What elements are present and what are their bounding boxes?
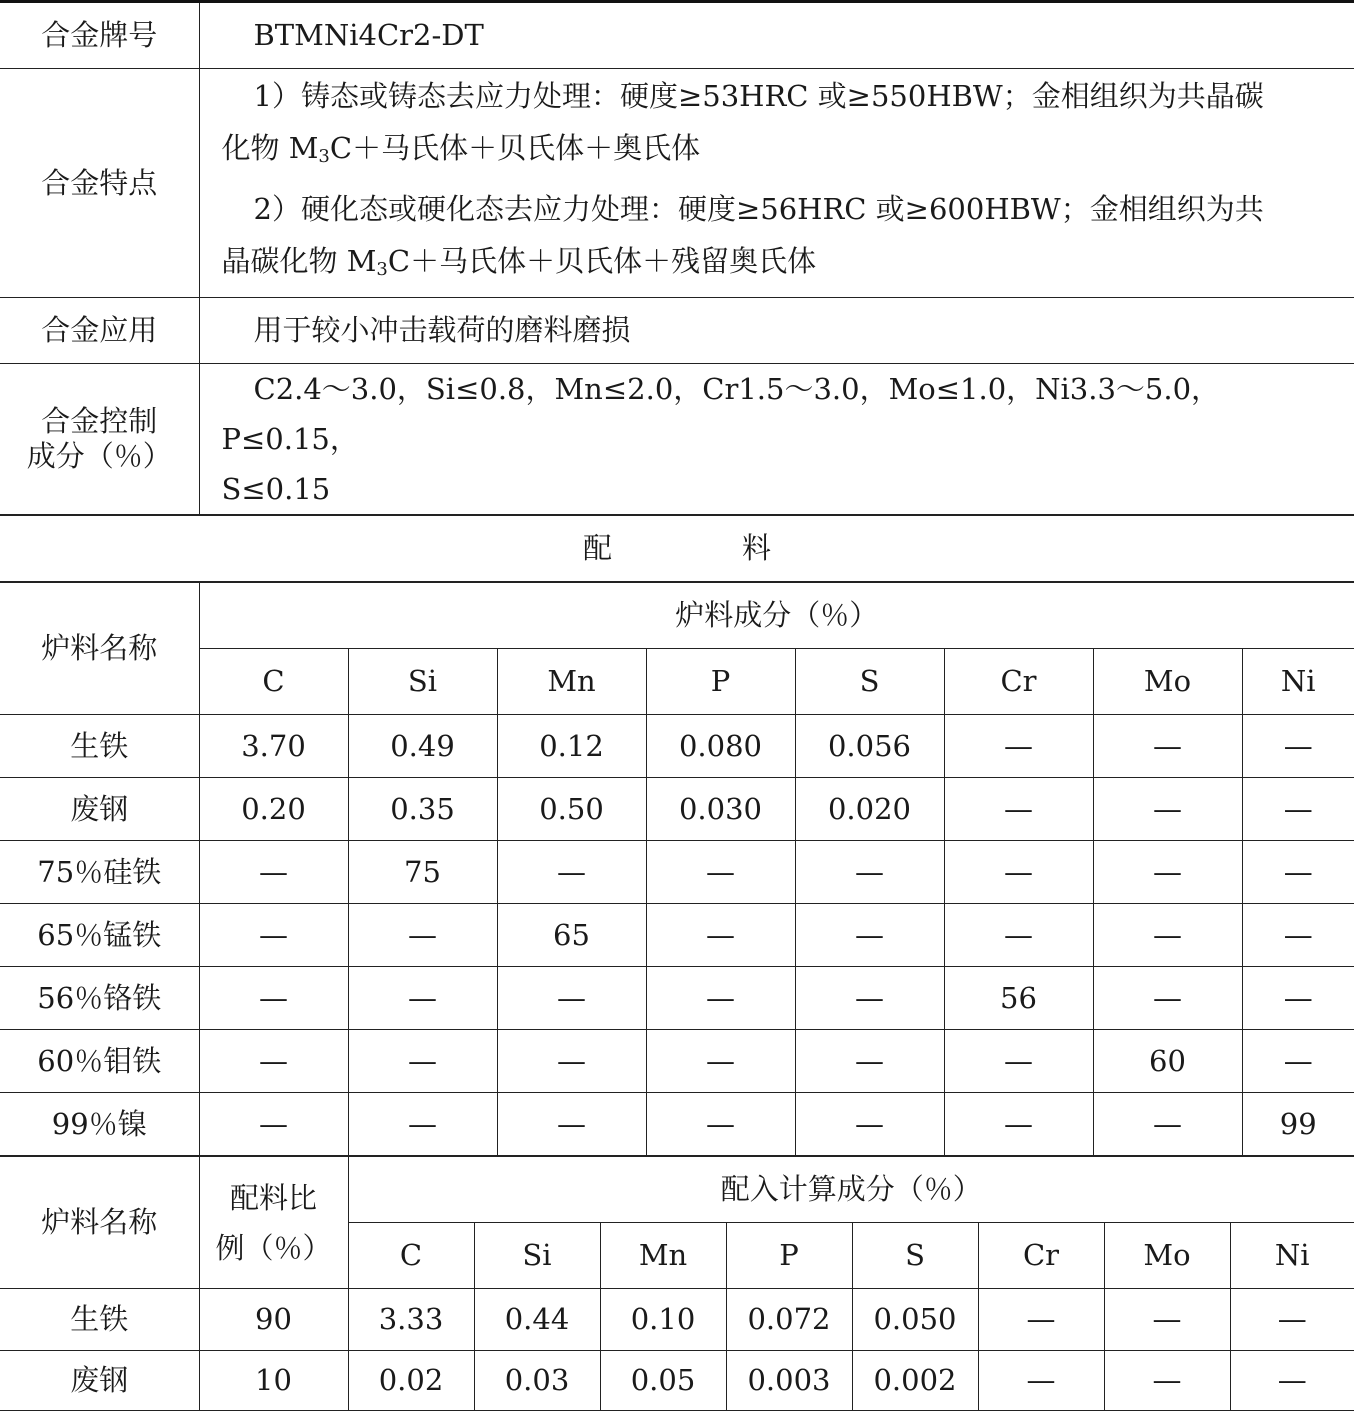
table-cell: 99 bbox=[1242, 1093, 1354, 1156]
table-cell: — bbox=[1104, 1289, 1230, 1351]
table-cell: — bbox=[1230, 1289, 1354, 1351]
element-header: Si bbox=[474, 1223, 600, 1289]
feature-1-line-2: 化物 $M_3C+$马氏体＋贝氏体＋奥氏体 bbox=[221, 131, 701, 167]
control-line-1: C2.4～3.0，Si≤0.8，Mn≤2.0，Cr1.5～3.0，Mo≤1.0，Ni3.3～5.0，P≤0.15， bbox=[221, 372, 1221, 456]
row-label: 99％镍 bbox=[0, 1093, 199, 1156]
table-cell: — bbox=[944, 1093, 1093, 1156]
table-cell: — bbox=[497, 1093, 646, 1156]
control-line-2: S≤0.15 bbox=[221, 472, 331, 506]
table-cell: — bbox=[348, 967, 497, 1030]
table-cell: 0.080 bbox=[646, 715, 795, 778]
table-cell: — bbox=[1093, 904, 1242, 967]
grade-value: BTMNi4Cr2-DT bbox=[199, 2, 1354, 69]
table-cell: — bbox=[1242, 904, 1354, 967]
features-cell bbox=[199, 69, 1354, 298]
table-cell: — bbox=[199, 1030, 348, 1093]
row-label: 废钢 bbox=[0, 1351, 199, 1411]
table-cell: — bbox=[1093, 778, 1242, 841]
row-label: 60％钼铁 bbox=[0, 1030, 199, 1093]
table-row bbox=[0, 1093, 1354, 1156]
application-label: 合金应用 bbox=[0, 298, 199, 364]
application-value: 用于较小冲击载荷的磨料磨损 bbox=[199, 298, 1354, 364]
calc-group-header: 配入计算成分（％） bbox=[348, 1157, 1354, 1223]
table-cell: 75 bbox=[348, 841, 497, 904]
table-cell: — bbox=[497, 841, 646, 904]
row-label: 生铁 bbox=[0, 715, 199, 778]
table-cell: — bbox=[1242, 1030, 1354, 1093]
table-cell: — bbox=[1093, 841, 1242, 904]
table-cell: — bbox=[1242, 715, 1354, 778]
element-header: P bbox=[726, 1223, 852, 1289]
table-cell: — bbox=[795, 841, 944, 904]
table-cell: — bbox=[1242, 841, 1354, 904]
table-cell: 0.02 bbox=[348, 1351, 474, 1411]
table-cell: 0.020 bbox=[795, 778, 944, 841]
charge-group-header: 炉料成分（％） bbox=[199, 583, 1354, 649]
element-header: Cr bbox=[978, 1223, 1104, 1289]
grade-label: 合金牌号 bbox=[0, 2, 199, 69]
table-cell: 0.056 bbox=[795, 715, 944, 778]
row-label: 56％铬铁 bbox=[0, 967, 199, 1030]
table-cell: — bbox=[348, 904, 497, 967]
table-cell: — bbox=[646, 1030, 795, 1093]
table-cell: 0.12 bbox=[497, 715, 646, 778]
control-label: 合金控制 成分（％） bbox=[0, 364, 199, 515]
table-cell: — bbox=[795, 967, 944, 1030]
table-cell: — bbox=[1104, 1351, 1230, 1411]
table-row bbox=[0, 778, 1354, 841]
table-cell: 0.050 bbox=[852, 1289, 978, 1351]
row-label: 65％锰铁 bbox=[0, 904, 199, 967]
table-cell: — bbox=[944, 841, 1093, 904]
table-cell: 0.10 bbox=[600, 1289, 726, 1351]
table-cell: — bbox=[944, 1030, 1093, 1093]
table-cell: 0.20 bbox=[199, 778, 348, 841]
table-cell: 0.030 bbox=[646, 778, 795, 841]
table-cell: — bbox=[1093, 967, 1242, 1030]
table-cell: 56 bbox=[944, 967, 1093, 1030]
element-header: Mo bbox=[1093, 649, 1242, 715]
table-cell: — bbox=[646, 967, 795, 1030]
table-cell: — bbox=[978, 1351, 1104, 1411]
row-label: 75％硅铁 bbox=[0, 841, 199, 904]
table-row bbox=[0, 967, 1354, 1030]
table-cell: — bbox=[944, 778, 1093, 841]
table-cell: 0.35 bbox=[348, 778, 497, 841]
table-cell: — bbox=[1093, 1093, 1242, 1156]
control-value bbox=[199, 364, 1354, 515]
element-header: S bbox=[795, 649, 944, 715]
table-cell: — bbox=[497, 967, 646, 1030]
row-label: 废钢 bbox=[0, 778, 199, 841]
element-header: C bbox=[348, 1223, 474, 1289]
table-cell: — bbox=[795, 904, 944, 967]
table-cell: 60 bbox=[1093, 1030, 1242, 1093]
table-cell: — bbox=[1242, 778, 1354, 841]
table-cell: — bbox=[348, 1093, 497, 1156]
features-label: 合金特点 bbox=[0, 69, 199, 298]
table-row bbox=[0, 715, 1354, 778]
table-cell: — bbox=[646, 904, 795, 967]
feature-2-line-1: 2）硬化态或硬化态去应力处理：硬度≥56HRC 或≥600HBW；金相组织为共 bbox=[253, 192, 1264, 226]
table-cell: 3.70 bbox=[199, 715, 348, 778]
element-header: Ni bbox=[1242, 649, 1354, 715]
table-cell: 0.50 bbox=[497, 778, 646, 841]
table-cell: — bbox=[497, 1030, 646, 1093]
table-cell: — bbox=[199, 1093, 348, 1156]
row-label: 生铁 bbox=[0, 1289, 199, 1351]
table-cell: — bbox=[1093, 715, 1242, 778]
table-cell: 0.002 bbox=[852, 1351, 978, 1411]
table-row bbox=[0, 904, 1354, 967]
calc-ratio-header: 配料比 例（％） bbox=[199, 1157, 348, 1289]
charge-name-header: 炉料名称 bbox=[0, 583, 199, 715]
element-header: Mo bbox=[1104, 1223, 1230, 1289]
table-cell: — bbox=[646, 1093, 795, 1156]
table-cell: 0.03 bbox=[474, 1351, 600, 1411]
element-header: S bbox=[852, 1223, 978, 1289]
table-row bbox=[0, 1289, 1354, 1351]
table-cell: — bbox=[795, 1093, 944, 1156]
feature-1-line-1: 1）铸态或铸态去应力处理：硬度≥53HRC 或≥550HBW；金相组织为共晶碳 bbox=[253, 79, 1264, 113]
table-cell: — bbox=[978, 1289, 1104, 1351]
element-header: Mn bbox=[600, 1223, 726, 1289]
table-cell: 3.33 bbox=[348, 1289, 474, 1351]
feature-2-line-2: 晶碳化物 $M_3C+$马氏体＋贝氏体＋残留奥氏体 bbox=[221, 244, 817, 280]
table-row bbox=[0, 1351, 1354, 1411]
calc-table bbox=[0, 1156, 1354, 1411]
element-header: Mn bbox=[497, 649, 646, 715]
table-cell: — bbox=[944, 904, 1093, 967]
element-header: P bbox=[646, 649, 795, 715]
ratio-cell: 90 bbox=[199, 1289, 348, 1351]
charge-table bbox=[0, 582, 1354, 1156]
table-cell: 0.05 bbox=[600, 1351, 726, 1411]
table-cell: — bbox=[795, 1030, 944, 1093]
table-cell: — bbox=[199, 904, 348, 967]
table-cell: — bbox=[1230, 1351, 1354, 1411]
section-title-table bbox=[0, 515, 1354, 582]
ratio-cell: 10 bbox=[199, 1351, 348, 1411]
table-cell: — bbox=[944, 715, 1093, 778]
table-cell: 0.003 bbox=[726, 1351, 852, 1411]
table-cell: — bbox=[199, 967, 348, 1030]
section-title: 配料 bbox=[0, 516, 1354, 582]
table-row bbox=[0, 841, 1354, 904]
charge-element-header-row bbox=[0, 649, 1354, 715]
element-header: Ni bbox=[1230, 1223, 1354, 1289]
table-cell: — bbox=[199, 841, 348, 904]
element-header: Si bbox=[348, 649, 497, 715]
table-cell: — bbox=[348, 1030, 497, 1093]
element-header: Cr bbox=[944, 649, 1093, 715]
alloy-info-table bbox=[0, 0, 1354, 515]
table-cell: — bbox=[1242, 967, 1354, 1030]
table-cell: 0.072 bbox=[726, 1289, 852, 1351]
calc-name-header: 炉料名称 bbox=[0, 1157, 199, 1289]
table-cell: — bbox=[646, 841, 795, 904]
table-cell: 0.44 bbox=[474, 1289, 600, 1351]
table-row bbox=[0, 1030, 1354, 1093]
table-cell: 0.49 bbox=[348, 715, 497, 778]
table-cell: 65 bbox=[497, 904, 646, 967]
element-header: C bbox=[199, 649, 348, 715]
